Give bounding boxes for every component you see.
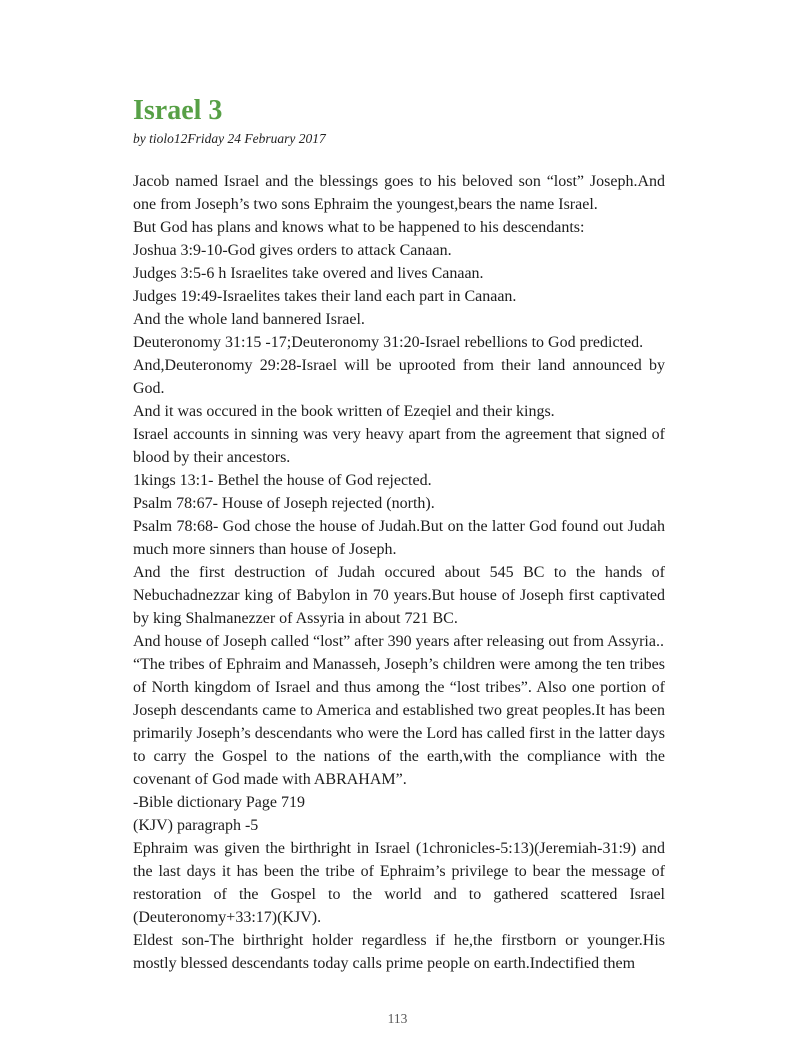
paragraph: And it was occured in the book written of Ezeqiel and their kings.	[133, 403, 555, 420]
paragraph: -Bible dictionary Page 719	[133, 794, 305, 811]
paragraph: And the first destruction of Judah occured about 545 BC to the hands of Nebuchadnezzar king of Babylon in 70 years.But house of Joseph first captivated by king Shalmanezzer of Assyria in about 721 BC.	[133, 564, 665, 627]
paragraph: Jacob named Israel and the blessings goes to his beloved son “lost” Joseph.And one from Joseph’s two sons Ephraim the youngest,bears the name Israel.	[133, 173, 665, 213]
paragraph: 1kings 13:1- Bethel the house of God rejected.	[133, 472, 432, 489]
paragraph: Judges 3:5-6 h Israelites take overed and lives Canaan.	[133, 265, 484, 282]
paragraph: Israel accounts in sinning was very heavy apart from the agreement that signed of blood by their ancestors.	[133, 426, 665, 466]
paragraph: Ephraim was given the birthright in Israel (1chronicles-5:13)(Jeremiah-31:9) and the last days it has been the tribe of Ephraim’s privilege to bear the message of restoration of the Gospel to the world and to gathered scattered Israel (Deuteronomy+33:17)(KJV).	[133, 840, 665, 926]
paragraph: And house of Joseph called “lost” after 390 years after releasing out from Assyria..	[133, 633, 664, 650]
paragraph: And the whole land bannered Israel.	[133, 311, 365, 328]
paragraph: (KJV) paragraph -5	[133, 817, 259, 834]
paragraph: Psalm 78:67- House of Joseph rejected (north).	[133, 495, 435, 512]
page-title: Israel 3	[133, 95, 223, 126]
paragraph: Eldest son-The birthright holder regardless if he,the firstborn or younger.His mostly blessed descendants today calls prime people on earth.Indectified them	[133, 932, 665, 972]
page-number: 113	[387, 1011, 408, 1026]
paragraph: Psalm 78:68- God chose the house of Judah.But on the latter God found out Judah much more sinners than house of Joseph.	[133, 518, 665, 558]
paragraph: And,Deuteronomy 29:28-Israel will be uprooted from their land announced by God.	[133, 357, 665, 397]
paragraph: Joshua 3:9-10-God gives orders to attack Canaan.	[133, 242, 452, 259]
paragraph: But God has plans and knows what to be happened to his descendants:	[133, 219, 585, 236]
document-content	[133, 95, 665, 975]
document-body	[133, 170, 665, 975]
byline: by tiolo12Friday 24 February 2017	[133, 131, 326, 146]
paragraph: Deuteronomy 31:15 -17;Deuteronomy 31:20-Israel rebellions to God predicted.	[133, 334, 644, 351]
paragraph: “The tribes of Ephraim and Manasseh, Joseph’s children were among the ten tribes of North kingdom of Israel and thus among the “lost tribes”. Also one portion of Joseph descendants came to America and established two great peoples.It has been primarily Joseph’s descendants who were the Lord has called first in the latter days to carry the Gospel to the nations of the earth,with the compliance with the covenant of God made with ABRAHAM”.	[133, 656, 665, 788]
paragraph: Judges 19:49-Israelites takes their land each part in Canaan.	[133, 288, 517, 305]
